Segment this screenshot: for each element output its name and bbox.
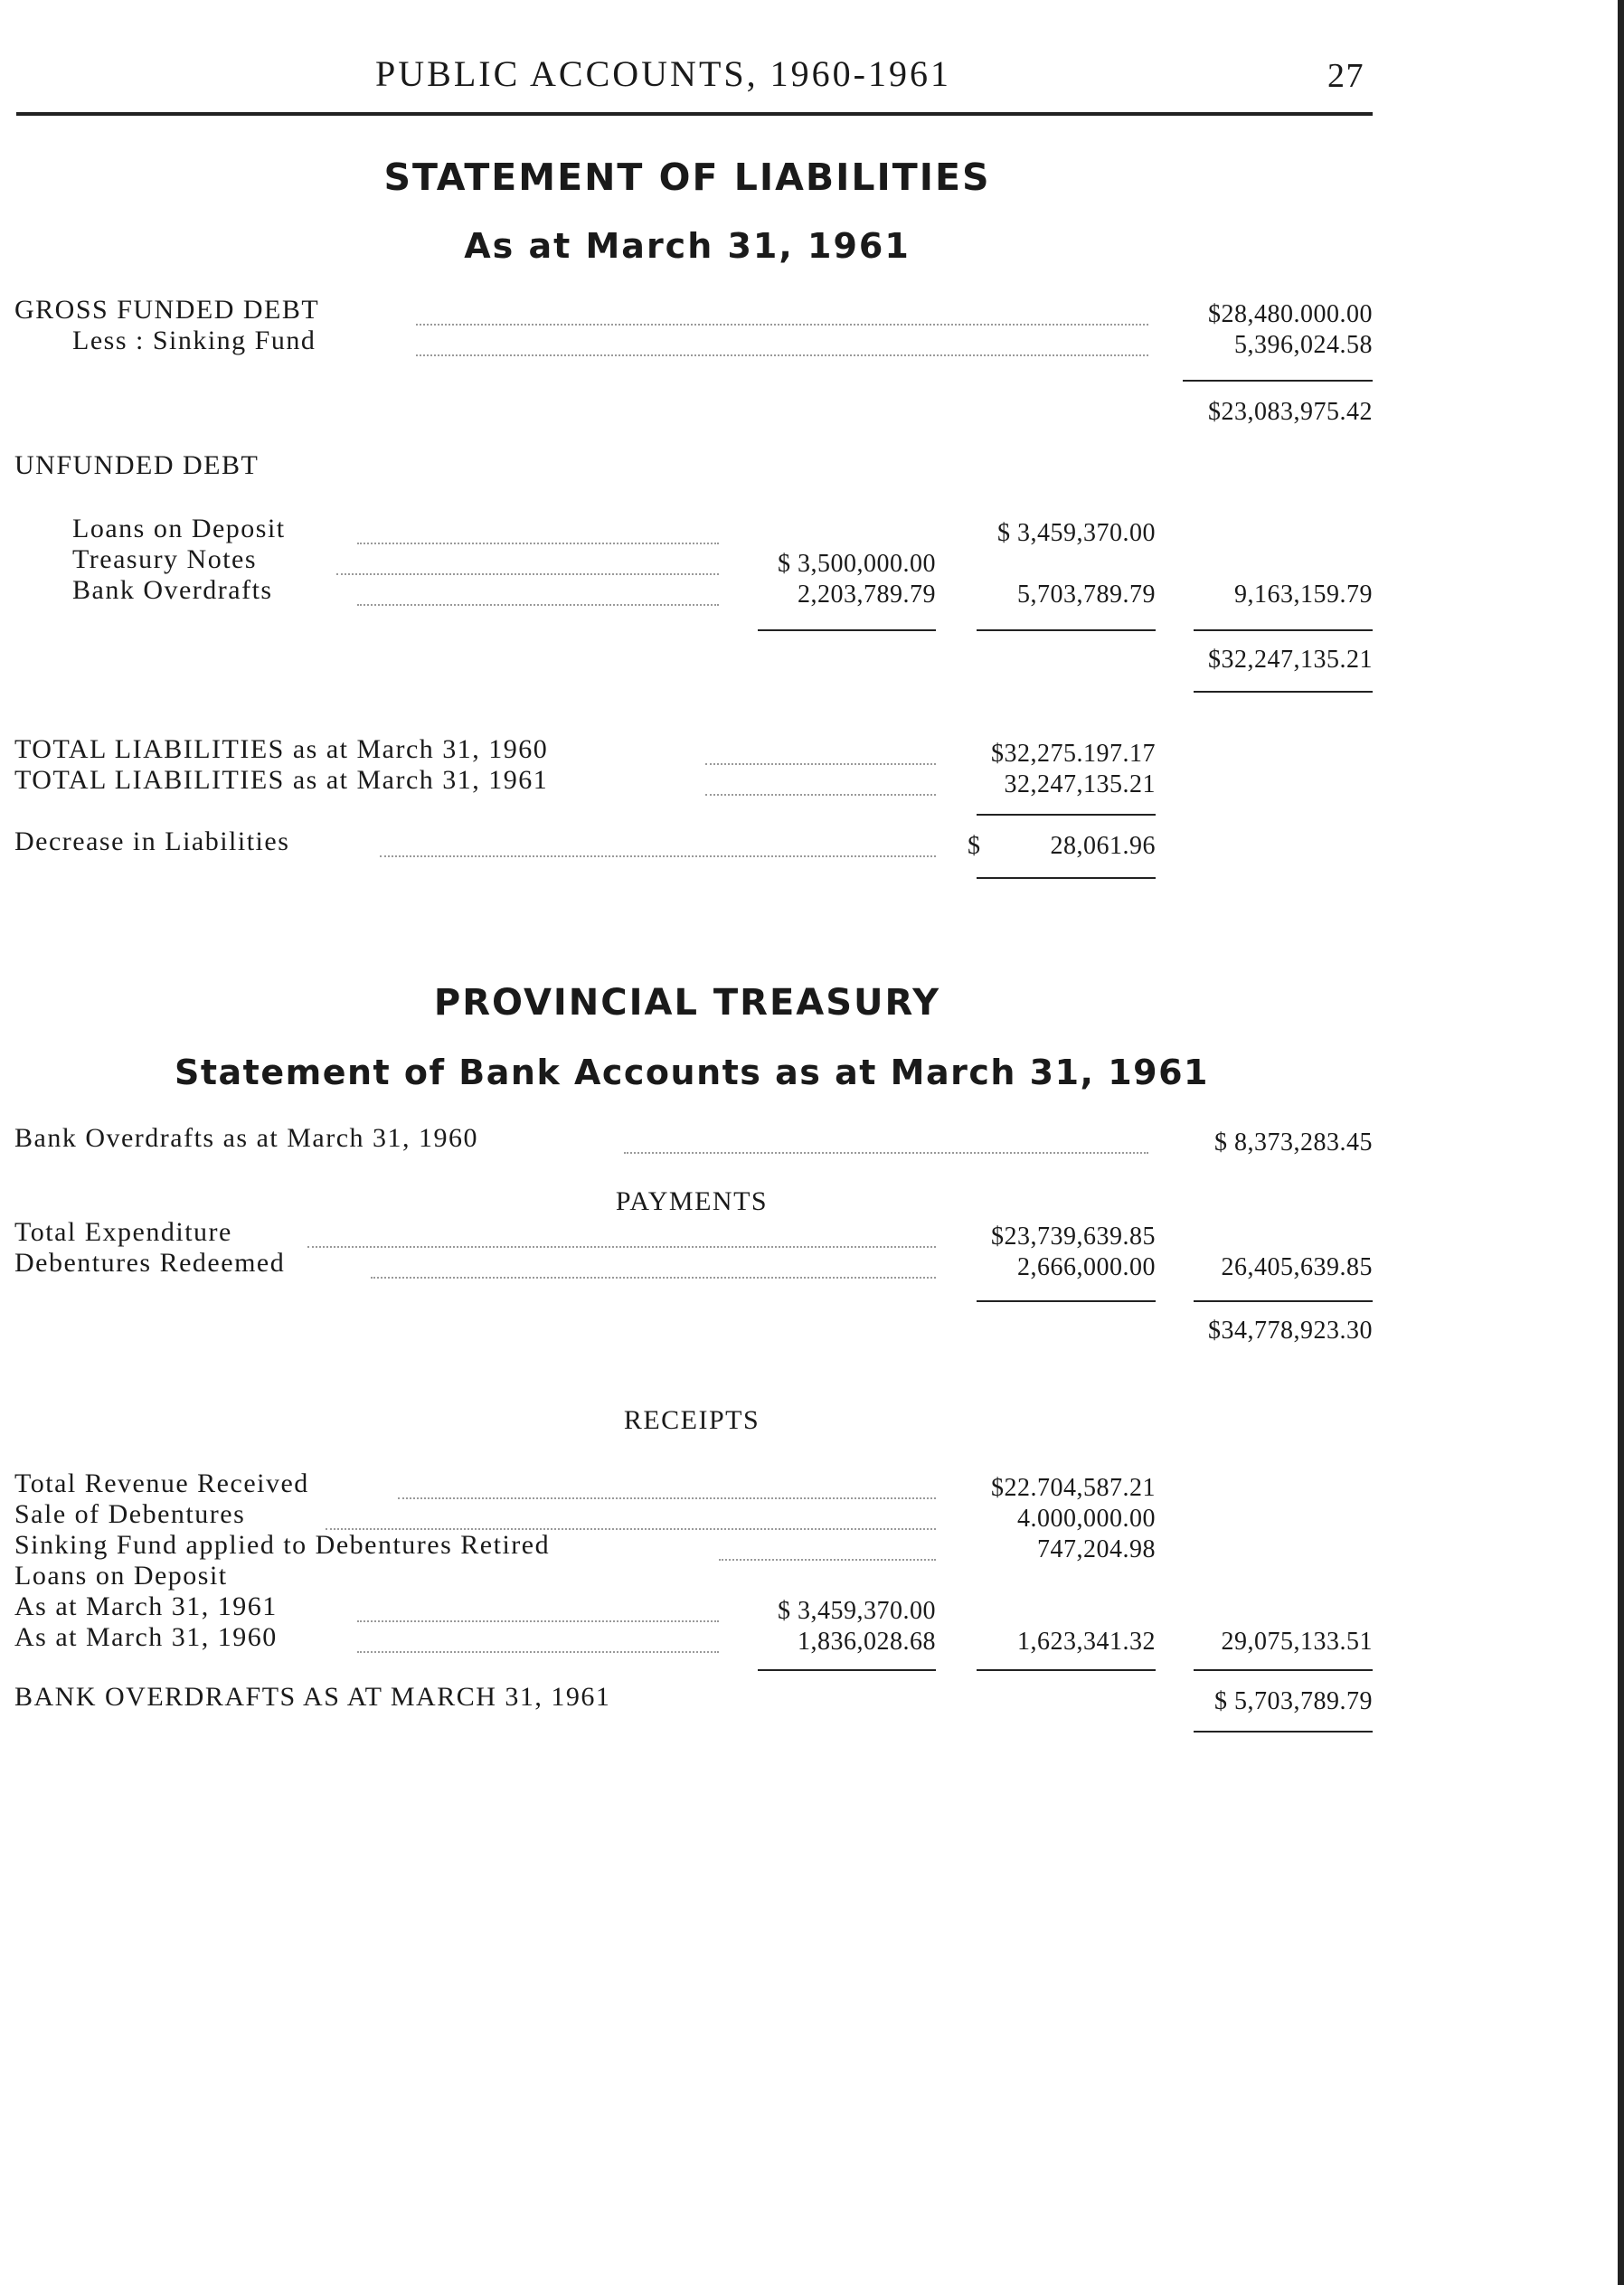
rule bbox=[1194, 629, 1373, 631]
rule bbox=[1194, 691, 1373, 693]
payments-total: 26,405,639.85 bbox=[1221, 1253, 1373, 1281]
leader-dots bbox=[416, 354, 1148, 356]
rule bbox=[1194, 1300, 1373, 1302]
rule bbox=[977, 814, 1156, 816]
rule bbox=[1183, 380, 1373, 382]
payments-sum: $34,778,923.30 bbox=[1208, 1317, 1373, 1345]
leader-dots bbox=[357, 1651, 719, 1653]
rule bbox=[977, 1669, 1156, 1671]
decrease-label: Decrease in Liabilities bbox=[14, 826, 290, 856]
total-liabilities-1961-label: TOTAL LIABILITIES as at March 31, 1961 bbox=[14, 765, 549, 795]
final-overdrafts-amount: $ 5,703,789.79 bbox=[1214, 1687, 1373, 1715]
loans-net-amount: 1,623,341.32 bbox=[1017, 1628, 1156, 1656]
overdrafts-1960-amount: $ 8,373,283.45 bbox=[1214, 1128, 1373, 1157]
treasury-subtitle: Statement of Bank Accounts as at March 31, 1961 bbox=[175, 1053, 1209, 1092]
rule bbox=[1194, 1731, 1373, 1733]
debentures-redeemed-amount: 2,666,000.00 bbox=[1017, 1253, 1156, 1281]
rule bbox=[977, 877, 1156, 879]
receipts-heading: RECEIPTS bbox=[623, 1405, 760, 1435]
liabilities-title: STATEMENT OF LIABILITIES bbox=[383, 156, 991, 199]
liabilities-subtitle: As at March 31, 1961 bbox=[464, 226, 911, 266]
leader-dots bbox=[624, 1152, 1148, 1154]
unfunded-subtotal: 5,703,789.79 bbox=[1017, 581, 1156, 609]
sale-debentures-amount: 4.000,000.00 bbox=[1017, 1505, 1156, 1533]
sale-debentures-label: Sale of Debentures bbox=[14, 1499, 246, 1529]
total-liabilities-1960-label: TOTAL LIABILITIES as at March 31, 1960 bbox=[14, 734, 549, 764]
loans-1960-label: As at March 31, 1960 bbox=[14, 1622, 278, 1652]
total-revenue-label: Total Revenue Received bbox=[14, 1468, 309, 1498]
bank-overdrafts-label: Bank Overdrafts bbox=[72, 575, 273, 605]
rule bbox=[758, 629, 936, 631]
treasury-title: PROVINCIAL TREASURY bbox=[433, 982, 941, 1024]
rule bbox=[977, 629, 1156, 631]
unfunded-debt-heading: UNFUNDED DEBT bbox=[14, 450, 260, 480]
leader-dots bbox=[416, 324, 1148, 326]
loans-on-deposit-heading: Loans on Deposit bbox=[14, 1561, 228, 1591]
header-rule bbox=[16, 112, 1373, 116]
treasury-notes-label: Treasury Notes bbox=[72, 544, 258, 574]
overdrafts-1960-label: Bank Overdrafts as at March 31, 1960 bbox=[14, 1123, 479, 1153]
liabilities-grand-total: $32,247,135.21 bbox=[1208, 646, 1373, 674]
total-liabilities-1961-amount: 32,247,135.21 bbox=[1004, 770, 1156, 798]
total-liabilities-1960-amount: $32,275.197.17 bbox=[991, 740, 1156, 768]
loans-on-deposit-amount: $ 3,459,370.00 bbox=[997, 519, 1156, 547]
leader-dots bbox=[398, 1497, 936, 1499]
unfunded-total: 9,163,159.79 bbox=[1234, 581, 1373, 609]
leader-dots bbox=[719, 1559, 936, 1561]
receipts-total: 29,075,133.51 bbox=[1221, 1628, 1373, 1656]
bank-overdrafts-amount: 2,203,789.79 bbox=[798, 581, 936, 609]
loans-on-deposit-label: Loans on Deposit bbox=[72, 514, 286, 543]
leader-dots bbox=[705, 794, 936, 796]
leader-dots bbox=[357, 1620, 719, 1622]
debentures-redeemed-label: Debentures Redeemed bbox=[14, 1248, 286, 1278]
page-number: 27 bbox=[1327, 57, 1364, 95]
sinking-applied-label: Sinking Fund applied to Debentures Retired bbox=[14, 1530, 551, 1560]
running-header: PUBLIC ACCOUNTS, 1960-1961 bbox=[375, 53, 951, 94]
loans-1961-amount: $ 3,459,370.00 bbox=[778, 1597, 936, 1625]
gross-funded-debt-amount: $28,480.000.00 bbox=[1208, 300, 1373, 328]
decrease-amount: 28,061.96 bbox=[1050, 832, 1156, 860]
gross-funded-debt-label: GROSS FUNDED DEBT bbox=[14, 295, 320, 325]
sinking-applied-amount: 747,204.98 bbox=[1037, 1535, 1156, 1563]
net-funded-debt: $23,083,975.42 bbox=[1208, 398, 1373, 426]
loans-1961-label: As at March 31, 1961 bbox=[14, 1591, 278, 1621]
leader-dots bbox=[336, 573, 719, 575]
leader-dots bbox=[357, 604, 719, 606]
page-edge bbox=[1618, 0, 1624, 2285]
total-revenue-amount: $22.704,587.21 bbox=[991, 1474, 1156, 1502]
final-overdrafts-label: BANK OVERDRAFTS AS AT MARCH 31, 1961 bbox=[14, 1682, 611, 1712]
payments-heading: PAYMENTS bbox=[615, 1186, 769, 1216]
leader-dots bbox=[705, 763, 936, 765]
total-expenditure-label: Total Expenditure bbox=[14, 1217, 232, 1247]
rule bbox=[758, 1669, 936, 1671]
treasury-notes-amount: $ 3,500,000.00 bbox=[778, 550, 936, 578]
loans-1960-amount: 1,836,028.68 bbox=[798, 1628, 936, 1656]
leader-dots bbox=[357, 543, 719, 544]
decrease-currency: $ bbox=[968, 832, 981, 860]
sinking-fund-amount: 5,396,024.58 bbox=[1234, 331, 1373, 359]
total-expenditure-amount: $23,739,639.85 bbox=[991, 1223, 1156, 1251]
leader-dots bbox=[371, 1277, 936, 1279]
rule bbox=[1194, 1669, 1373, 1671]
leader-dots bbox=[380, 855, 936, 857]
sinking-fund-label: Less : Sinking Fund bbox=[72, 326, 316, 355]
leader-dots bbox=[307, 1246, 936, 1248]
rule bbox=[977, 1300, 1156, 1302]
